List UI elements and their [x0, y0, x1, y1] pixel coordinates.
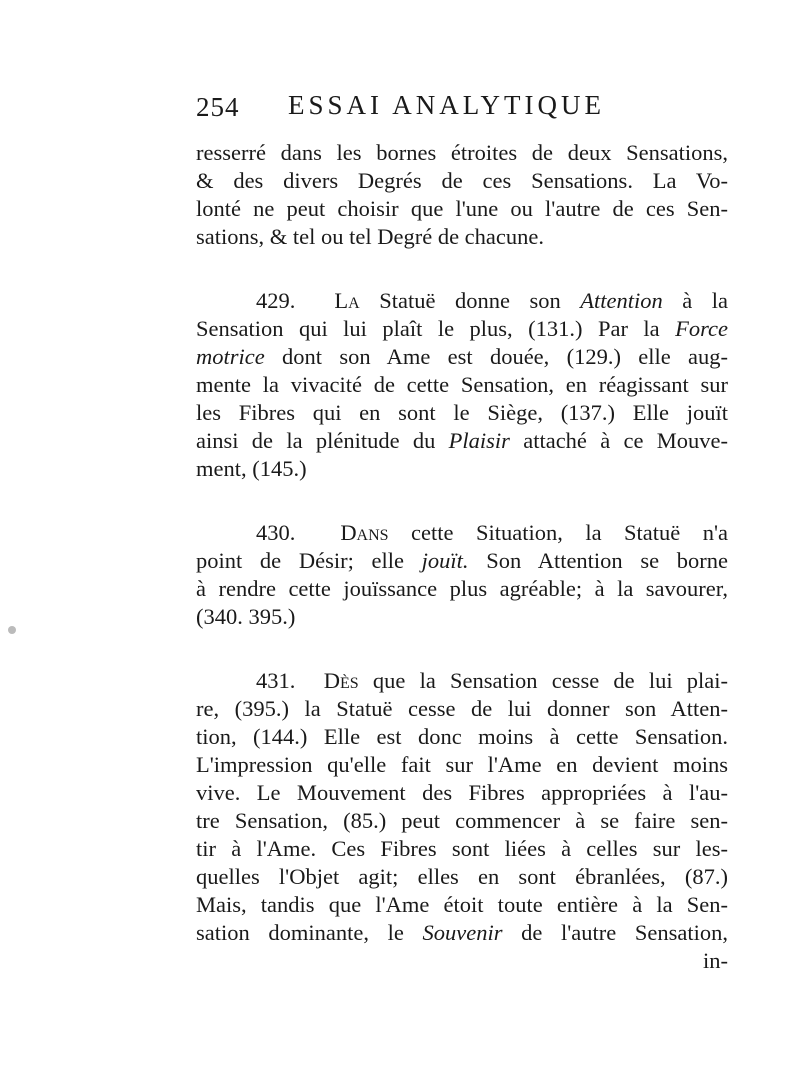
lead-word: Dès	[323, 668, 359, 693]
text-line: lonté ne peut choisir que l'une ou l'autre de ces Sen-	[196, 196, 728, 221]
italic-term: Souvenir	[422, 920, 503, 945]
text-line: ainsi de la plénitude du Plaisir attaché à ce Mouve-	[196, 428, 728, 453]
text-line: quelles l'Objet agit; elles en sont ébranlées, (87.)	[196, 864, 728, 889]
italic-term: Force	[675, 316, 728, 341]
text-line: à rendre cette jouïssance plus agréable; à la savourer,	[196, 576, 728, 601]
text-line: sation dominante, le Souvenir de l'autre Sensation,	[196, 920, 728, 945]
text-line: Sensation qui lui plaît le plus, (131.) Par la Force	[196, 316, 728, 341]
paragraph-430-line: 430. Dans cette Situation, la Statuë n'a	[256, 520, 728, 545]
text-line: L'impression qu'elle fait sur l'Ame en devient moins	[196, 752, 728, 777]
text-line: Mais, tandis que l'Ame étoit toute entière à la Sen-	[196, 892, 728, 917]
text-line: vive. Le Mouvement des Fibres appropriées à l'au-	[196, 780, 728, 805]
text-line: motrice dont son Ame est douée, (129.) elle aug-	[196, 344, 728, 369]
text-line: mente la vivacité de cette Sensation, en réagissant sur	[196, 372, 728, 397]
body-text	[196, 139, 728, 975]
running-head: ESSAI ANALYTIQUE	[288, 90, 606, 120]
text-line: tre Sensation, (85.) peut commencer à se faire sen-	[196, 808, 728, 833]
paragraph-gap	[196, 251, 728, 287]
paragraph-number: 431.	[256, 668, 296, 693]
catchword: in-	[703, 948, 728, 973]
text-line: ment, (145.)	[196, 456, 307, 481]
paragraph-number: 430.	[256, 520, 296, 545]
text-line: point de Désir; elle jouït. Son Attention se borne	[196, 548, 728, 573]
page-number: 254	[196, 92, 240, 122]
ink-speck	[8, 626, 16, 634]
text-line: tir à l'Ame. Ces Fibres sont liées à celles sur les-	[196, 836, 728, 861]
paragraph-431-line: 431. Dès que la Sensation cesse de lui plai-	[256, 668, 728, 693]
text-line: re, (395.) la Statuë cesse de lui donner son Atten-	[196, 696, 728, 721]
text-line: les Fibres qui en sont le Siège, (137.) Elle jouït	[196, 400, 728, 425]
italic-term: Attention	[580, 288, 663, 313]
text-line: tion, (144.) Elle est donc moins à cette Sensation.	[196, 724, 728, 749]
paragraph-gap	[196, 483, 728, 519]
italic-term: motrice	[196, 344, 265, 369]
paragraph-number: 429.	[256, 288, 296, 313]
lead-word: Dans	[340, 520, 389, 545]
text-line: & des divers Degrés de ces Sensations. La Vo-	[196, 168, 728, 193]
italic-term: jouït.	[421, 548, 469, 573]
paragraph-429-line: 429. La Statuë donne son Attention à la	[256, 288, 728, 313]
text-line: (340. 395.)	[196, 604, 296, 629]
lead-word: La	[334, 288, 360, 313]
italic-term: Plaisir	[448, 428, 510, 453]
text-line: resserré dans les bornes étroites de deux Sensations,	[196, 140, 728, 165]
paragraph-gap	[196, 631, 728, 667]
page-header	[196, 86, 716, 126]
text-line: sations, & tel ou tel Degré de chacune.	[196, 224, 545, 249]
